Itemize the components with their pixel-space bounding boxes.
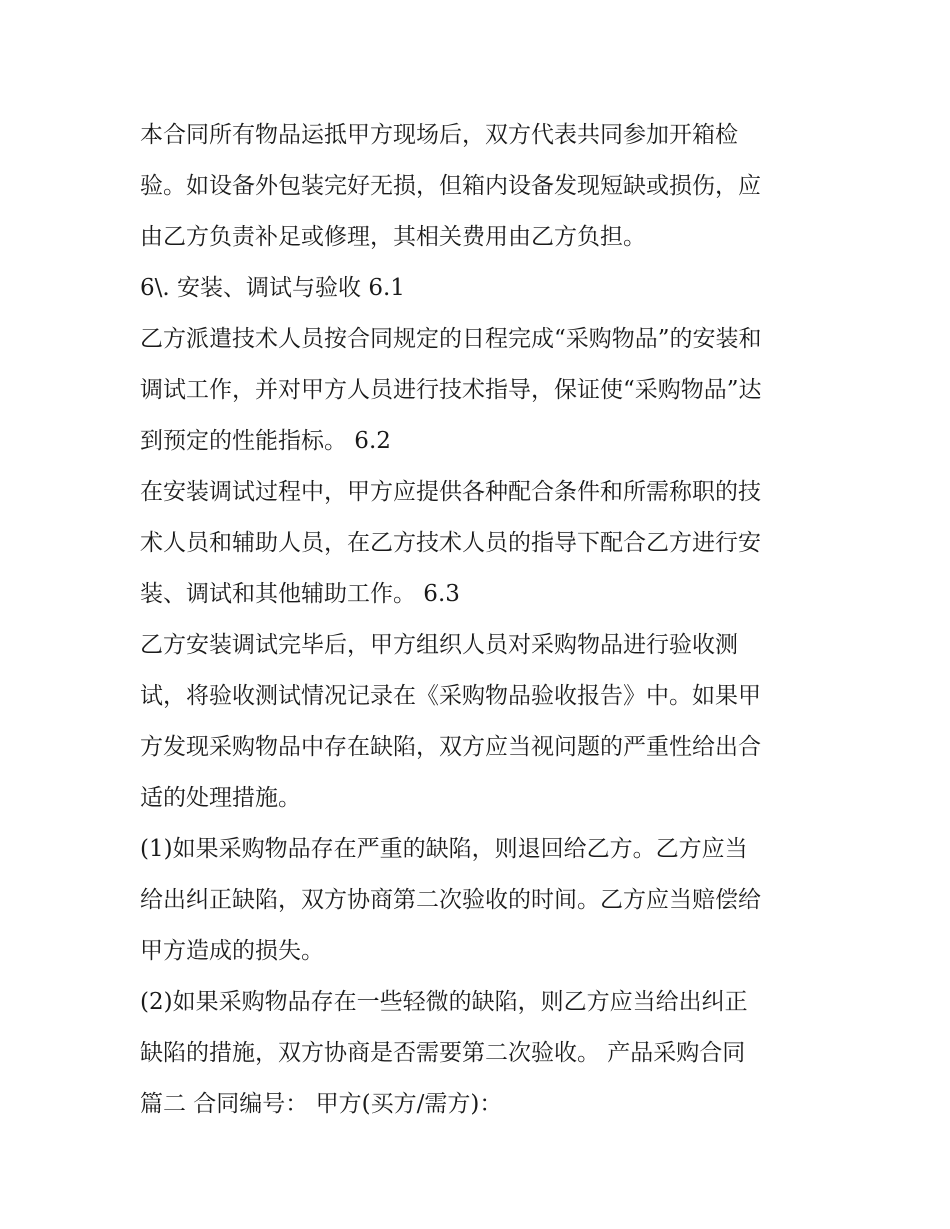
text-line: 适的处理措施。	[140, 785, 301, 811]
text-line: 调试工作，并对甲方人员进行技术指导，保证使“采购物品”达	[140, 377, 762, 403]
text-line: 缺陷的措施，双方协商是否需要第二次验收。 产品采购合同	[140, 1040, 746, 1066]
text-line: 方发现采购物品中存在缺陷，双方应当视问题的严重性给出合	[140, 734, 761, 760]
text-line: 在安装调试过程中，甲方应提供各种配合条件和所需称职的技	[140, 479, 761, 505]
text-line: 篇二 合同编号： 甲方(买方/需方)：	[140, 1091, 503, 1117]
document-body	[140, 110, 820, 1130]
text-line: 术人员和辅助人员，在乙方技术人员的指导下配合乙方进行安	[140, 530, 761, 556]
text-line: 验。如设备外包装完好无损，但箱内设备发现短缺或损伤，应	[140, 173, 761, 199]
text-line: 到预定的性能指标。 6.2	[140, 428, 391, 454]
text-line: 给出纠正缺陷，双方协商第二次验收的时间。乙方应当赔偿给	[140, 887, 761, 913]
text-line: (2)如果采购物品存在一些轻微的缺陷，则乙方应当给出纠正	[140, 989, 748, 1015]
text-line: (1)如果采购物品存在严重的缺陷，则退回给乙方。乙方应当	[140, 836, 748, 862]
text-line: 试，将验收测试情况记录在《采购物品验收报告》中。如果甲	[140, 683, 761, 709]
text-line: 甲方造成的损失。	[140, 938, 324, 964]
text-line: 乙方派遣技术人员按合同规定的日程完成“采购物品”的安装和	[140, 326, 762, 352]
text-line: 乙方安装调试完毕后，甲方组织人员对采购物品进行验收测	[140, 632, 738, 658]
text-line: 本合同所有物品运抵甲方现场后，双方代表共同参加开箱检	[140, 122, 738, 148]
text-line: 装、调试和其他辅助工作。 6.3	[140, 581, 460, 607]
section-heading: 6\. 安装、调试与验收 6.1	[140, 275, 405, 301]
text-line: 由乙方负责补足或修理，其相关费用由乙方负担。	[140, 224, 646, 250]
